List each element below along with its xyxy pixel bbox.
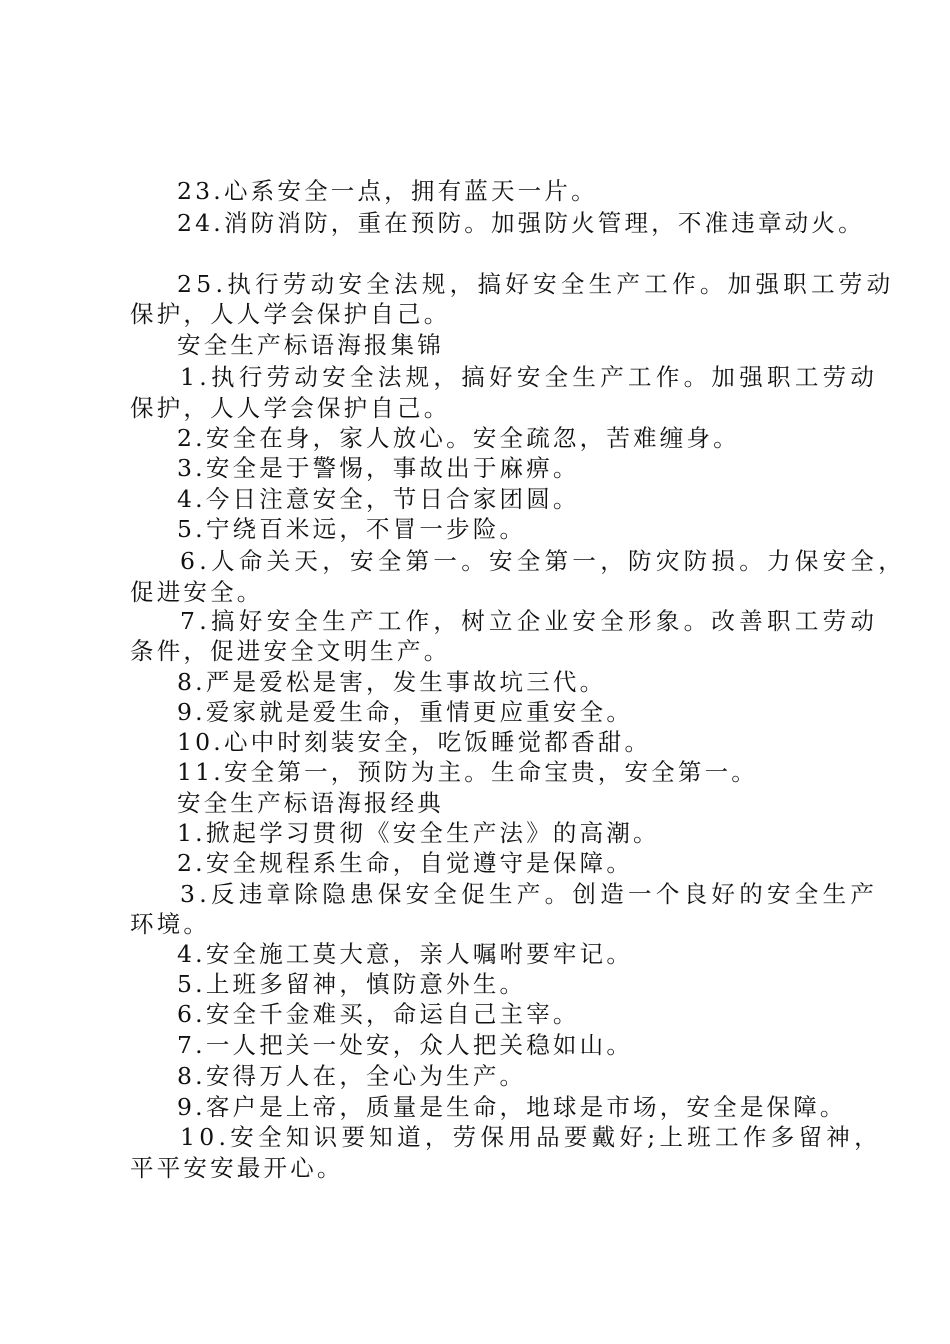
slogan-line: 9.客户是上帝，质量是生命，地球是市场，安全是保障。 bbox=[177, 1093, 847, 1121]
slogan-line: 6.人命关天，安全第一。安全第一，防灾防损。力保安全， bbox=[180, 547, 907, 575]
slogan-line: 1.执行劳动安全法规，搞好安全生产工作。加强职工劳动 bbox=[180, 363, 879, 391]
slogan-line: 8.严是爱松是害，发生事故坑三代。 bbox=[177, 668, 607, 696]
slogan-line: 6.安全千金难买，命运自己主宰。 bbox=[177, 1000, 580, 1028]
slogan-line-continuation: 环境。 bbox=[130, 910, 211, 938]
slogan-line: 4.今日注意安全，节日合家团圆。 bbox=[177, 485, 580, 513]
slogan-line: 8.安得万人在，全心为生产。 bbox=[177, 1062, 527, 1090]
slogan-line: 2.安全在身，家人放心。安全疏忽，苦难缠身。 bbox=[177, 424, 740, 452]
slogan-line-continuation: 条件，促进安全文明生产。 bbox=[130, 637, 451, 665]
slogan-line: 9.爱家就是爱生命，重情更应重安全。 bbox=[177, 698, 634, 726]
slogan-line: 3.反违章除隐患保安全促生产。创造一个良好的安全生产 bbox=[180, 880, 879, 908]
slogan-line: 7.搞好安全生产工作，树立企业安全形象。改善职工劳动 bbox=[180, 607, 879, 635]
slogan-line: 10.心中时刻装安全，吃饭睡觉都香甜。 bbox=[177, 728, 652, 756]
slogan-line: 1.掀起学习贯彻《安全生产法》的高潮。 bbox=[177, 819, 660, 847]
slogan-line-continuation: 保护，人人学会保护自己。 bbox=[130, 394, 451, 422]
section-heading: 安全生产标语海报经典 bbox=[177, 789, 444, 817]
slogan-line: 4.安全施工莫大意，亲人嘱咐要牢记。 bbox=[177, 940, 634, 968]
slogan-line: 5.宁绕百米远，不冒一步险。 bbox=[177, 515, 527, 543]
slogan-line: 2.安全规程系生命，自觉遵守是保障。 bbox=[177, 849, 634, 877]
slogan-line: 7.一人把关一处安，众人把关稳如山。 bbox=[177, 1031, 634, 1059]
slogan-line: 3.安全是于警惕，事故出于麻痹。 bbox=[177, 454, 580, 482]
slogan-line: 11.安全第一，预防为主。生命宝贵，安全第一。 bbox=[177, 758, 758, 786]
slogan-line-continuation: 平平安安最开心。 bbox=[130, 1154, 344, 1182]
slogan-line: 5.上班多留神，慎防意外生。 bbox=[177, 970, 527, 998]
slogan-line: 25.执行劳动安全法规，搞好安全生产工作。加强职工劳动 bbox=[177, 270, 895, 298]
slogan-line: 10.安全知识要知道，劳保用品要戴好;上班工作多留神， bbox=[180, 1123, 882, 1151]
slogan-line-continuation: 保护，人人学会保护自己。 bbox=[130, 300, 451, 328]
section-heading: 安全生产标语海报集锦 bbox=[177, 331, 444, 359]
slogan-line: 23.心系安全一点，拥有蓝天一片。 bbox=[177, 177, 598, 205]
slogan-line-continuation: 促进安全。 bbox=[130, 578, 264, 606]
slogan-line: 24.消防消防，重在预防。加强防火管理，不准违章动火。 bbox=[177, 209, 865, 237]
